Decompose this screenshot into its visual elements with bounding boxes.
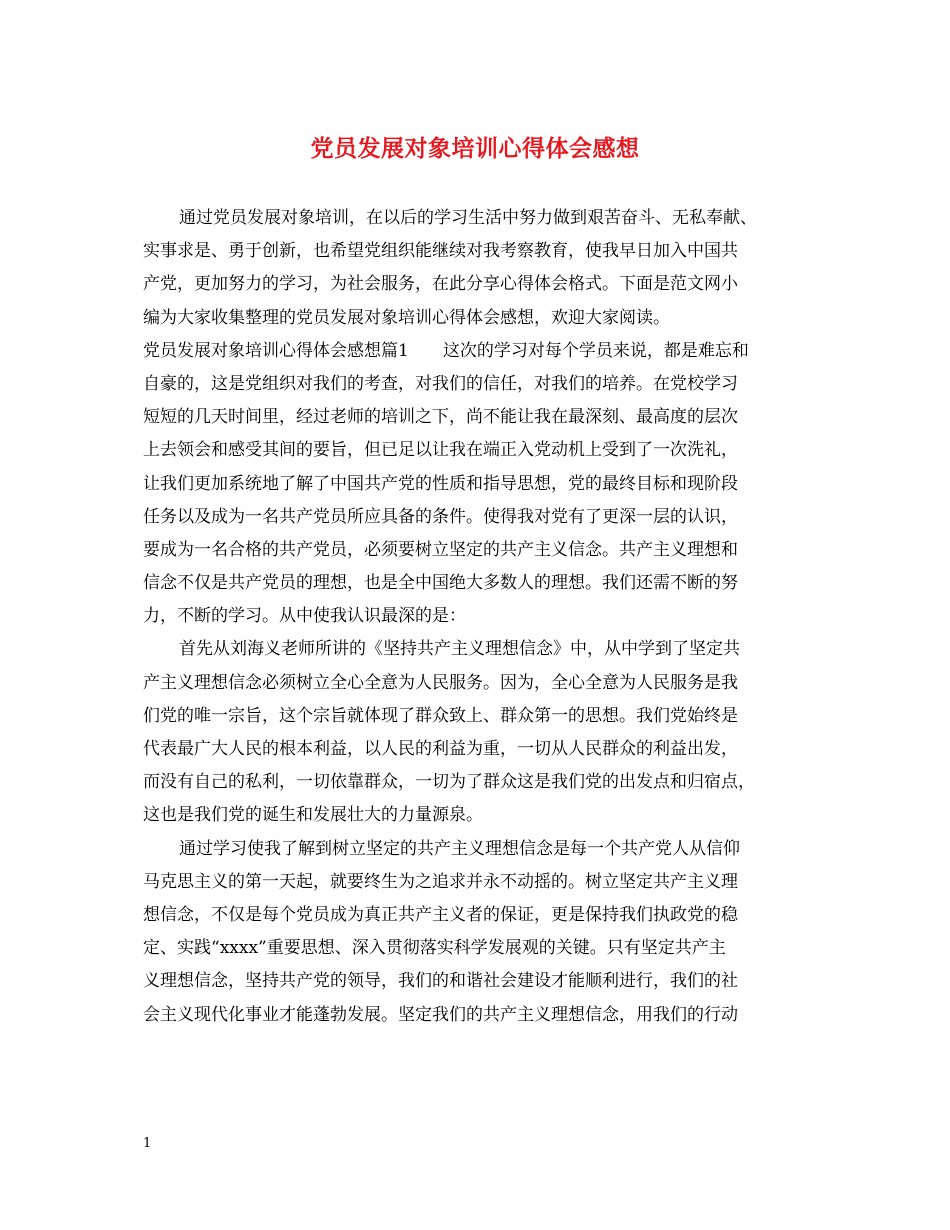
- text-line: [143, 468, 819, 501]
- text-line-content: 马克思主义的第一天起，就要终生为之追求并永不动摇的。树立坚定共产主义理: [143, 871, 738, 892]
- text-line-content: 定、实践“xxxx”重要思想、深入贯彻落实科学发展观的关键。只有坚定共产主: [143, 938, 726, 959]
- text-line: [143, 434, 819, 467]
- text-line-content: 要成为一名合格的共产党员，必须要树立坚定的共产主义信念。共产主义理想和: [143, 539, 738, 560]
- text-line-content: 党员发展对象培训心得体会感想篇1: [143, 340, 409, 361]
- page-number: 1: [143, 1136, 152, 1151]
- text-line: [143, 235, 819, 268]
- text-line-content: 代表最广大人民的根本利益，以人民的利益为重，一切从人民群众的利益出发，: [143, 739, 738, 759]
- text-line-content: 短短的几天时间里，经过老师的培训之下，尚不能让我在最深刻、最高度的层次: [143, 407, 738, 428]
- text-line: [143, 965, 819, 998]
- text-line-content: 想信念，不仅是每个党员成为真正共产主义者的保证，更是保持我们执政党的稳: [143, 904, 738, 925]
- text-line: [143, 401, 819, 434]
- text-line: [143, 667, 819, 700]
- document-body: [143, 202, 819, 1032]
- document-title: 党员发展对象培训心得体会感想: [310, 136, 640, 162]
- text-line-content: 编为大家收集整理的党员发展对象培训心得体会感想，欢迎大家阅读。: [143, 307, 670, 328]
- text-line: [143, 501, 819, 534]
- text-line: [143, 633, 819, 666]
- text-line: [143, 766, 819, 799]
- text-line-content: 通过党员发展对象培训，在以后的学习生活中努力做到艰苦奋斗、无私奉献、: [179, 208, 757, 228]
- text-line: [143, 335, 819, 368]
- text-line-content: 实事求是、勇于创新，也希望党组织能继续对我考察教育，使我早日加入中国共: [143, 241, 738, 262]
- text-line: [143, 600, 819, 633]
- text-line: [143, 799, 819, 832]
- text-line-content: 产主义理想信念必须树立全心全意为人民服务。因为，全心全意为人民服务是我: [143, 672, 738, 693]
- text-line: [143, 932, 819, 965]
- text-line-content: 义理想信念，坚持共产党的领导，我们的和谐社会建设才能顺利进行，我们的社: [143, 971, 738, 992]
- text-line: [143, 567, 819, 600]
- text-line-content: 首先从刘海义老师所讲的《坚持共产主义理想信念》中，从中学到了坚定共: [179, 639, 740, 660]
- text-line-content: 产党，更加努力的学习，为社会服务，在此分享心得体会格式。下面是范文网小: [143, 274, 738, 295]
- text-line-content: 力，不断的学习。从中使我认识最深的是：: [143, 606, 466, 627]
- text-line: [143, 302, 819, 335]
- text-line: [143, 268, 819, 301]
- text-line: [143, 866, 819, 899]
- text-line-continuation: 这次的学习对每个学员来说，都是难忘和: [442, 340, 749, 361]
- text-line-content: 让我们更加系统地了解了中国共产党的性质和指导思想，党的最终目标和现阶段: [143, 473, 738, 494]
- text-line-content: 上去领会和感受其间的要旨，但已足以让我在端正入党动机上受到了一次洗礼，: [143, 440, 738, 461]
- text-line: [143, 368, 819, 401]
- text-line: [143, 534, 819, 567]
- text-line: [143, 700, 819, 733]
- text-line: [143, 202, 819, 235]
- text-line-content: 而没有自己的私利，一切依靠群众，一切为了群众这是我们党的出发点和归宿点，: [143, 772, 755, 793]
- text-line: [143, 999, 819, 1032]
- text-line-content: 自豪的，这是党组织对我们的考查，对我们的信任，对我们的培养。在党校学习: [143, 373, 738, 394]
- text-line: [143, 833, 819, 866]
- text-line: [143, 733, 819, 766]
- text-line-content: 们党的唯一宗旨，这个宗旨就体现了群众致上、群众第一的思想。我们党始终是: [143, 705, 738, 726]
- text-line: [143, 899, 819, 932]
- text-line-content: 任务以及成为一名共产党员所应具备的条件。使得我对党有了更深一层的认识，: [143, 506, 738, 527]
- text-line-content: 信念不仅是共产党员的理想，也是全中国绝大多数人的理想。我们还需不断的努: [143, 573, 738, 594]
- text-line-content: 通过学习使我了解到树立坚定的共产主义理想信念是每一个共产党人从信仰: [179, 838, 740, 859]
- text-line-content: 这也是我们党的诞生和发展壮大的力量源泉。: [143, 805, 483, 826]
- text-line-content: 会主义现代化事业才能蓬勃发展。坚定我们的共产主义理想信念，用我们的行动: [143, 1004, 738, 1025]
